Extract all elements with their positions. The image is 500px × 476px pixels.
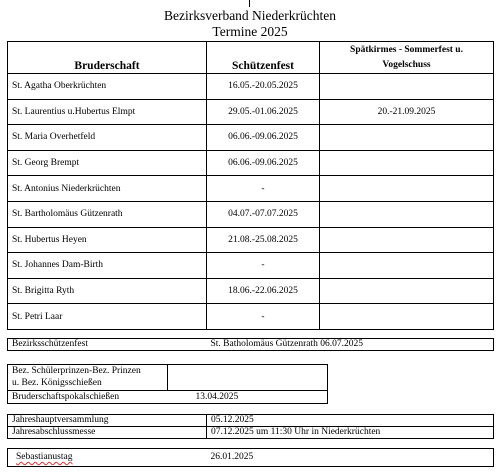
row-name: St. Georg Brempt (8, 150, 207, 176)
row-spaetkirmes-date (320, 227, 494, 253)
row-schuetzenfest-date: 06.06.-09.06.2025 (207, 150, 320, 176)
row-schuetzenfest-date: - (207, 304, 320, 330)
row-schuetzenfest-date: 04.07.-07.07.2025 (207, 201, 320, 227)
sebastianustag-value: 26.01.2025 (207, 449, 494, 467)
jahres-box (7, 414, 494, 439)
row-schuetzenfest-date: - (207, 176, 320, 202)
row-schuetzenfest-date: 18.06.-22.06.2025 (207, 278, 320, 304)
schuelerprinzen-line1: Bez. Schülerprinzen-Bez. Prinzen (8, 365, 168, 378)
sebastianustag-row (8, 449, 494, 467)
schuelerprinzen-empty-2 (168, 378, 328, 391)
row-name: St. Johannes Dam-Birth (8, 253, 207, 279)
row-name: St. Brigitta Ryth (8, 278, 207, 304)
row-spaetkirmes-date (320, 125, 494, 151)
row-schuetzenfest-date: 29.05.-01.06.2025 (207, 99, 320, 125)
header-schuetzenfest: Schützenfest (207, 42, 320, 74)
table-header-row (8, 42, 494, 74)
row-name: St. Laurentius u.Hubertus Elmpt (8, 99, 207, 125)
table-row (8, 74, 494, 100)
schuelerprinzen-line2: u. Bez. Königsschießen (8, 378, 168, 391)
row-schuetzenfest-date: - (207, 253, 320, 279)
row-spaetkirmes-date (320, 176, 494, 202)
row-name: St. Antonius Niederkrüchten (8, 176, 207, 202)
termine-table (7, 41, 494, 330)
header-spaetkirmes-line1: Spätkirmes - Sommerfest u. (350, 44, 463, 55)
schuelerprinzen-row-2 (8, 378, 328, 391)
table-row (8, 176, 494, 202)
sebastianustag-label-cell (8, 449, 207, 467)
schuelerprinzen-row-1 (8, 365, 328, 378)
row-spaetkirmes-date: 20.-21.09.2025 (320, 99, 494, 125)
row-spaetkirmes-date (320, 304, 494, 330)
schuelerprinzen-box (7, 364, 328, 404)
row-schuetzenfest-date: 06.06.-09.06.2025 (207, 125, 320, 151)
row-name: St. Hubertus Heyen (8, 227, 207, 253)
jahreshauptversammlung-row (8, 415, 494, 427)
row-spaetkirmes-date (320, 150, 494, 176)
jahresabschlussmesse-row (8, 427, 494, 439)
row-spaetkirmes-date (320, 253, 494, 279)
pokalschiessen-label: Bruderschaftspokalschießen (8, 391, 168, 404)
bezirksschuetzenfest-label: Bezirksschützenfest (8, 339, 207, 351)
document-subtitle: Termine 2025 (212, 24, 288, 39)
table-row (8, 253, 494, 279)
row-spaetkirmes-date (320, 278, 494, 304)
table-row (8, 201, 494, 227)
bezirksschuetzenfest-row (8, 339, 494, 351)
row-name: St. Agatha Oberkrüchten (8, 74, 207, 100)
row-spaetkirmes-date (320, 74, 494, 100)
row-name: St. Maria Overhetfeld (8, 125, 207, 151)
jahresabschlussmesse-label: Jahresabschlussmesse (8, 427, 207, 439)
header-spaetkirmes (320, 42, 494, 74)
top-marker-line (249, 0, 250, 7)
schuelerprinzen-empty (168, 365, 328, 378)
row-name: St. Bartholomäus Gützenrath (8, 201, 207, 227)
jahreshauptversammlung-label: Jahreshauptversammlung (8, 415, 207, 427)
jahreshauptversammlung-value: 05.12.2025 (207, 415, 494, 427)
header-bruderschaft: Bruderschaft (8, 42, 207, 74)
row-spaetkirmes-date (320, 201, 494, 227)
table-row (8, 99, 494, 125)
sebastianustag-label: Sebastianustag (16, 452, 73, 462)
bezirksschuetzenfest-box (7, 338, 494, 351)
pokalschiessen-value: 13.04.2025 (168, 391, 328, 404)
row-name: St. Petri Laar (8, 304, 207, 330)
pokalschiessen-row (8, 391, 328, 404)
row-schuetzenfest-date: 16.05.-20.05.2025 (207, 74, 320, 100)
table-row (8, 125, 494, 151)
table-row (8, 304, 494, 330)
table-row (8, 278, 494, 304)
sebastianustag-box (7, 448, 494, 467)
row-schuetzenfest-date: 21.08.-25.08.2025 (207, 227, 320, 253)
table-row (8, 227, 494, 253)
header-spaetkirmes-line2: Vogelschuss (382, 59, 431, 70)
document-title: Bezirksverband Niederkrüchten (163, 8, 337, 23)
bezirksschuetzenfest-value: St. Batholomäus Gützenrath 06.07.2025 (207, 339, 494, 351)
jahresabschlussmesse-value: 07.12.2025 um 11:30 Uhr in Niederkrüchten (207, 427, 494, 439)
table-row (8, 150, 494, 176)
